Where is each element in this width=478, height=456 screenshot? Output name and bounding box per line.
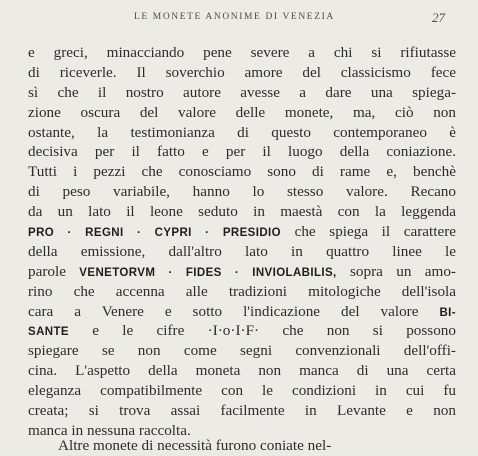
running-title: LE MONETE ANONIME DI VENEZIA — [134, 12, 335, 22]
text-line: della emissione, dall'altro lato in quattro linee le — [28, 242, 456, 260]
body-paragraph — [28, 43, 456, 441]
text-line: creata; si trova assai facilmente in Levante e non — [28, 402, 456, 420]
text-line: zione oscura del valore delle monete, ma, ciò non — [28, 103, 456, 121]
page-number: 27 — [432, 10, 445, 25]
text-line: da un lato il leone seduto in maestà con la leggenda — [28, 203, 456, 221]
text-line — [28, 321, 456, 341]
text-line: ostante, la testimonianza di questo contemporaneo è — [28, 123, 456, 141]
coin-legend-obverse: PRO · REGNI · CYPRI · PRESIDIO — [28, 227, 281, 240]
text-line: Tutti i pezzi che conosciamo sono di rame e, benchè — [28, 163, 456, 181]
text-line — [28, 302, 456, 322]
text-line — [28, 262, 456, 282]
coin-value-legend-part-2: SANTE — [28, 326, 69, 339]
text-line: sì che il nostro autore avesse a dare una spiega- — [28, 83, 456, 101]
text-fragment: sopra un amo- — [336, 262, 456, 280]
text-line: manca in nessuna raccolta. — [28, 421, 191, 439]
text-line — [28, 222, 456, 242]
text-line: di riceverle. Il soverchio amore del classicismo fece — [28, 63, 456, 81]
text-line: di peso variabile, hanno lo stesso valore. Recano — [28, 183, 456, 201]
text-fragment: parole — [28, 262, 80, 280]
text-line: eleganza compatibilmente con le condizioni in cui fu — [28, 382, 456, 400]
next-paragraph-first-line: Altre monete di necessità furono coniate nel- — [58, 437, 332, 454]
text-line: e greci, minacciando pene severe a chi si rifiutasse — [28, 44, 456, 61]
running-head — [28, 10, 448, 26]
coin-legend-reverse: VENETORVM · FIDES · INVIOLABILIS, — [79, 266, 337, 279]
text-line: spiegare se non come segni convenzionali dell'offi- — [28, 342, 456, 360]
text-line: cina. L'aspetto della moneta non manca di una certa — [28, 362, 456, 380]
text-fragment: che spiega il carattere — [280, 223, 456, 241]
text-fragment: cara a Venere e sotto l'indicazione del valore — [28, 302, 440, 320]
text-line: decisiva per il fatto e per il luogo della coniazione. — [28, 143, 456, 161]
text-line: rino che accenna alle tradizioni mitologiche dell'isola — [28, 282, 456, 300]
coin-value-legend-part-1: BI- — [439, 306, 456, 319]
text-fragment: e le cifre ·I·o·I·F· che non si possono — [68, 322, 456, 340]
